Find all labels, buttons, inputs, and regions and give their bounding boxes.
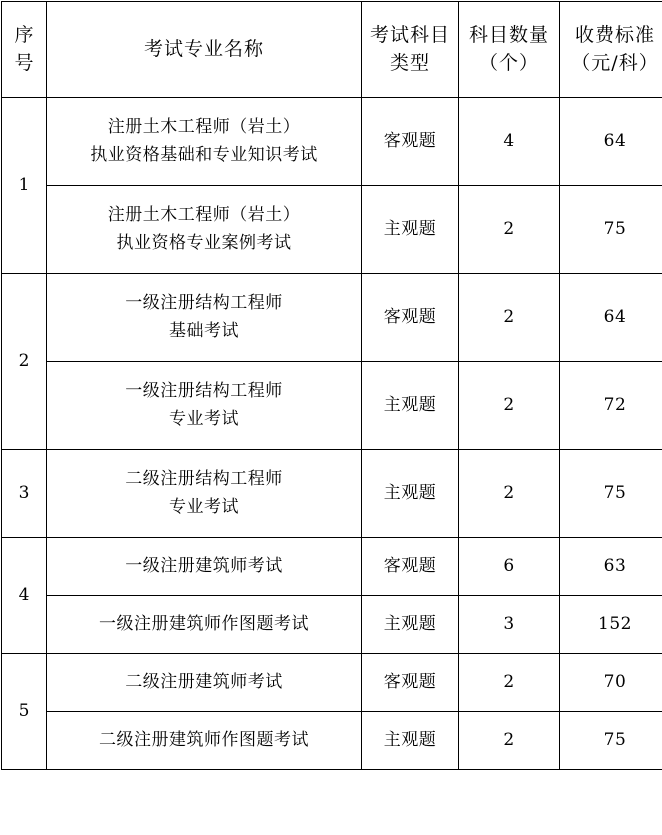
exam-name-line: 一级注册结构工程师	[125, 381, 283, 402]
table-row	[2, 186, 662, 274]
exam-name-line: 二级注册建筑师作图题考试	[99, 729, 309, 750]
header-no-line-1: 序	[14, 23, 34, 46]
table-row	[2, 98, 662, 186]
subject-count-cell: 4	[459, 98, 560, 186]
subject-count-cell: 2	[459, 274, 560, 362]
row-index-cell: 2	[2, 274, 47, 450]
table-row	[2, 274, 662, 362]
exam-name-cell	[47, 654, 362, 712]
header-count-line-1: 科目数量	[468, 23, 549, 46]
exam-name-cell	[47, 538, 362, 596]
exam-name-line: 一级注册建筑师作图题考试	[99, 613, 309, 634]
table-header	[2, 2, 662, 98]
exam-name-cell	[47, 98, 362, 186]
fee-cell: 152	[560, 596, 662, 654]
exam-name-cell	[47, 186, 362, 274]
exam-name-line: 执业资格基础和专业知识考试	[90, 144, 318, 165]
exam-name-cell	[47, 362, 362, 450]
exam-type-cell: 客观题	[362, 654, 459, 712]
exam-type-cell: 客观题	[362, 538, 459, 596]
fee-cell: 63	[560, 538, 662, 596]
row-index-cell: 3	[2, 450, 47, 538]
exam-name-cell	[47, 450, 362, 538]
fee-cell: 64	[560, 274, 662, 362]
exam-type-cell: 客观题	[362, 274, 459, 362]
subject-count-cell: 3	[459, 596, 560, 654]
subject-count-cell: 2	[459, 654, 560, 712]
exam-name-line: 一级注册建筑师考试	[125, 555, 283, 576]
exam-name-line: 注册土木工程师（岩土）	[107, 117, 301, 138]
exam-name-cell	[47, 712, 362, 770]
exam-type-cell: 主观题	[362, 450, 459, 538]
fee-cell: 72	[560, 362, 662, 450]
row-index-cell: 1	[2, 98, 47, 274]
exam-name-line: 一级注册结构工程师	[125, 293, 283, 314]
exam-name-line: 专业考试	[169, 408, 239, 429]
table-row	[2, 712, 662, 770]
exam-type-cell: 主观题	[362, 712, 459, 770]
subject-count-cell: 2	[459, 712, 560, 770]
table-row	[2, 654, 662, 712]
table-row	[2, 538, 662, 596]
fee-cell: 75	[560, 450, 662, 538]
header-type-line-1: 考试科目	[369, 23, 450, 46]
row-index-cell: 4	[2, 538, 47, 654]
header-cell-no	[2, 2, 47, 98]
subject-count-cell: 2	[459, 186, 560, 274]
header-count-line-2: （个）	[478, 51, 539, 74]
table-row	[2, 362, 662, 450]
fee-cell: 64	[560, 98, 662, 186]
header-type-line-2: 类型	[389, 51, 430, 74]
fee-cell: 70	[560, 654, 662, 712]
header-name-line-1: 考试专业名称	[143, 37, 264, 60]
table-row	[2, 596, 662, 654]
header-fee-line-1: 收费标准	[574, 23, 655, 46]
header-cell-name	[47, 2, 362, 98]
header-cell-fee	[560, 2, 662, 98]
table-row	[2, 450, 662, 538]
subject-count-cell: 6	[459, 538, 560, 596]
exam-name-line: 执业资格专业案例考试	[116, 232, 292, 253]
exam-type-cell: 主观题	[362, 596, 459, 654]
exam-type-cell: 客观题	[362, 98, 459, 186]
exam-type-cell: 主观题	[362, 362, 459, 450]
exam-name-line: 专业考试	[169, 496, 239, 517]
exam-fee-table	[1, 1, 662, 770]
exam-name-line: 注册土木工程师（岩土）	[107, 205, 301, 226]
header-fee-line-2: （元/科）	[571, 51, 659, 74]
subject-count-cell: 2	[459, 362, 560, 450]
exam-name-line: 二级注册结构工程师	[125, 469, 283, 490]
subject-count-cell: 2	[459, 450, 560, 538]
table-body	[2, 98, 662, 770]
exam-name-line: 基础考试	[169, 320, 239, 341]
header-cell-type	[362, 2, 459, 98]
exam-name-cell	[47, 274, 362, 362]
fee-cell: 75	[560, 712, 662, 770]
fee-cell: 75	[560, 186, 662, 274]
table-header-row	[2, 2, 662, 98]
exam-name-cell	[47, 596, 362, 654]
header-no-line-2: 号	[14, 51, 34, 74]
exam-name-line: 二级注册建筑师考试	[125, 671, 283, 692]
header-cell-count	[459, 2, 560, 98]
exam-type-cell: 主观题	[362, 186, 459, 274]
row-index-cell: 5	[2, 654, 47, 770]
